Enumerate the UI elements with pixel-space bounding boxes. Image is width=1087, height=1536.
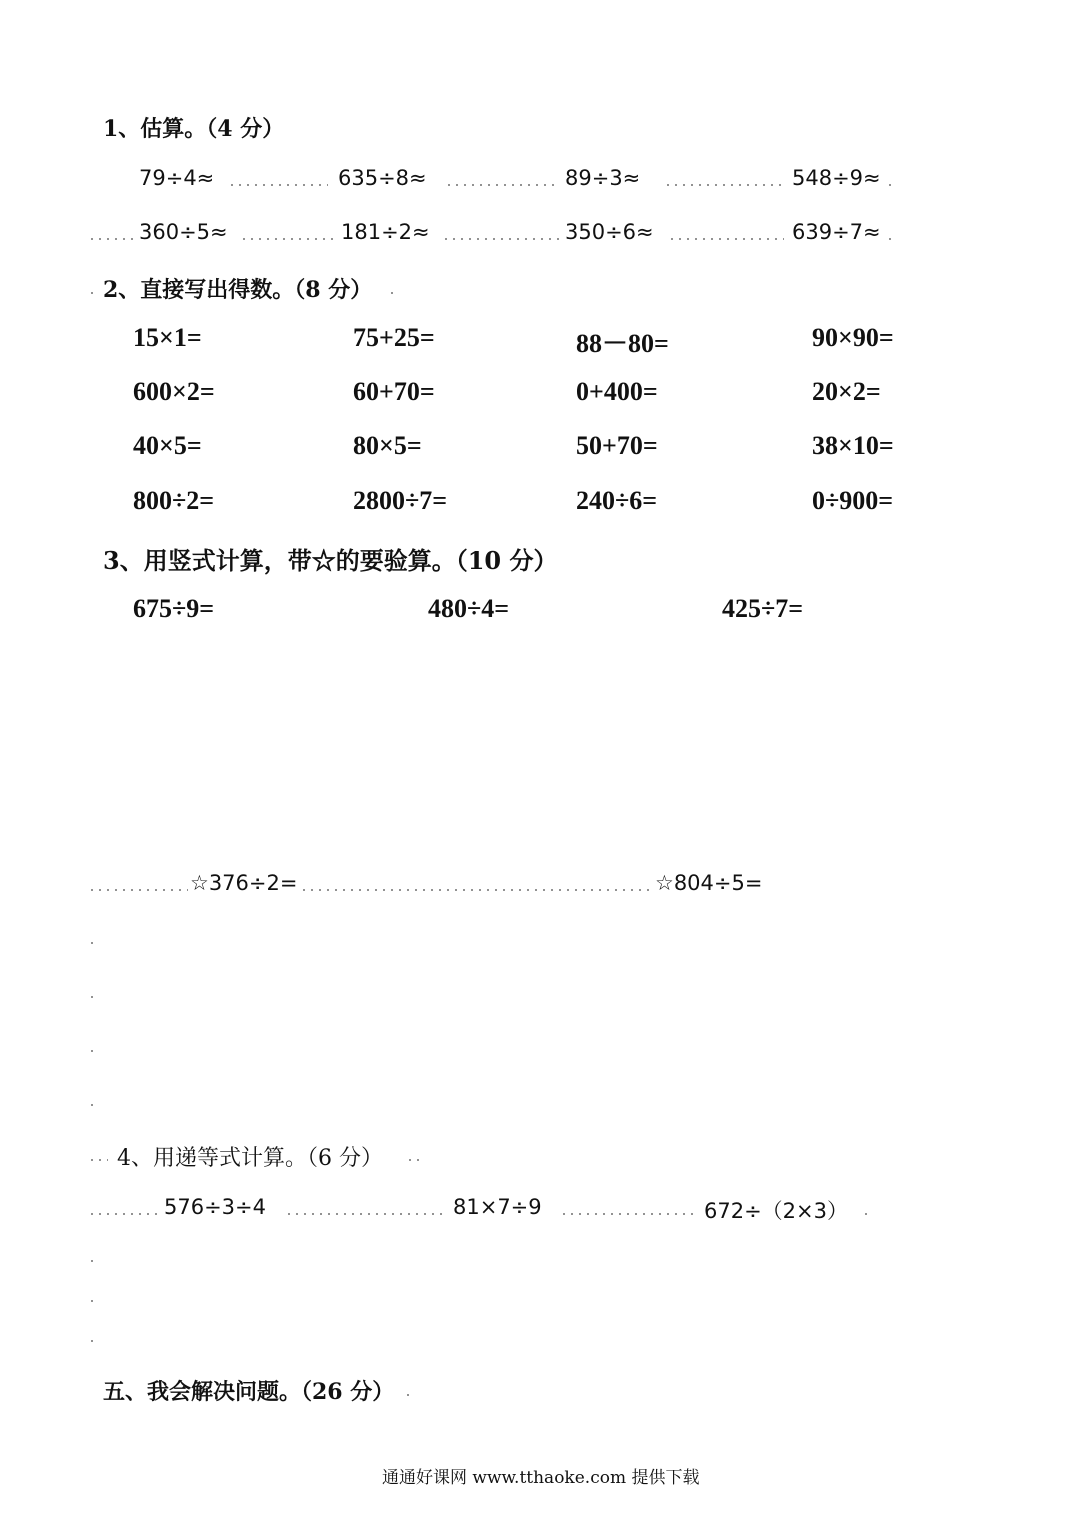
dot-mark	[88, 1104, 94, 1106]
direct-calc-item: 90×90=	[812, 323, 894, 352]
verify-calc-item: ☆376÷2=	[190, 871, 298, 895]
dotted-leader	[560, 1213, 698, 1215]
dot-mark	[88, 1050, 94, 1052]
dotted-leader	[88, 889, 188, 891]
dotted-leader	[664, 184, 784, 186]
estimate-item: 79÷4≈	[139, 166, 215, 190]
direct-calc-item: 75+25=	[353, 323, 435, 352]
estimate-item: 89÷3≈	[565, 166, 641, 190]
dotted-leader	[88, 238, 136, 240]
direct-calc-item: 20×2=	[812, 377, 881, 406]
dotted-leader	[300, 889, 650, 891]
section2-title: 2、直接写出得数。（8 分）	[103, 277, 373, 303]
dotted-leader	[406, 1159, 424, 1161]
section5-title: 五、我会解决问题。（26 分）	[103, 1379, 395, 1405]
direct-calc-item: 60+70=	[353, 377, 435, 406]
direct-calc-item: 50+70=	[576, 431, 658, 460]
dot-mark	[88, 1300, 94, 1302]
direct-calc-item: 40×5=	[133, 431, 202, 460]
direct-calc-item: 80×5=	[353, 431, 422, 460]
dotted-leader	[404, 1394, 414, 1396]
estimate-item: 548÷9≈	[792, 166, 881, 190]
dotted-leader	[88, 1159, 108, 1161]
dot-mark	[88, 1340, 94, 1342]
dotted-leader	[445, 184, 560, 186]
direct-calc-item: 38×10=	[812, 431, 894, 460]
direct-calc-item: 800÷2=	[133, 486, 215, 515]
direct-calc-item: 240÷6=	[576, 486, 658, 515]
estimate-item: 635÷8≈	[338, 166, 427, 190]
recursive-calc-item: 81×7÷9	[453, 1195, 542, 1219]
direct-calc-item: 600×2=	[133, 377, 215, 406]
vertical-calc-item: 675÷9=	[133, 594, 215, 623]
direct-calc-item: 0÷900=	[812, 486, 894, 515]
dotted-leader	[88, 292, 98, 294]
estimate-item: 350÷6≈	[565, 220, 654, 244]
dotted-leader	[668, 238, 784, 240]
section3-title: 3、用竖式计算，带☆的要验算。（10 分）	[103, 546, 558, 575]
vertical-calc-item: 480÷4=	[428, 594, 510, 623]
dotted-leader	[285, 1213, 447, 1215]
verify-calc-item: ☆804÷5=	[655, 871, 763, 895]
dot-mark	[88, 996, 94, 998]
estimate-item: 360÷5≈	[139, 220, 228, 244]
footer-credit: 通通好课网 www.tthaoke.com 提供下载	[382, 1468, 700, 1488]
dot-mark	[88, 1260, 94, 1262]
recursive-calc-item: 576÷3÷4	[164, 1195, 266, 1219]
dotted-leader	[88, 1213, 160, 1215]
dotted-leader	[442, 238, 560, 240]
recursive-calc-item: 672÷（2×3）	[704, 1199, 848, 1223]
section4-title: 4、用递等式计算。（6 分）	[117, 1146, 383, 1171]
dot-mark	[88, 942, 94, 944]
direct-calc-item: 2800÷7=	[353, 486, 448, 515]
dotted-leader	[240, 238, 335, 240]
estimate-item: 639÷7≈	[792, 220, 881, 244]
vertical-calc-item: 425÷7=	[722, 594, 804, 623]
dotted-leader	[886, 238, 896, 240]
estimate-item: 181÷2≈	[341, 220, 430, 244]
direct-calc-item: 15×1=	[133, 323, 202, 352]
section1-title: 1、估算。（4 分）	[103, 116, 285, 142]
dotted-leader	[886, 184, 896, 186]
dotted-leader	[862, 1213, 870, 1215]
dotted-leader	[388, 292, 398, 294]
dotted-leader	[228, 184, 328, 186]
direct-calc-item: 88－80=	[576, 329, 669, 358]
direct-calc-item: 0+400=	[576, 377, 658, 406]
